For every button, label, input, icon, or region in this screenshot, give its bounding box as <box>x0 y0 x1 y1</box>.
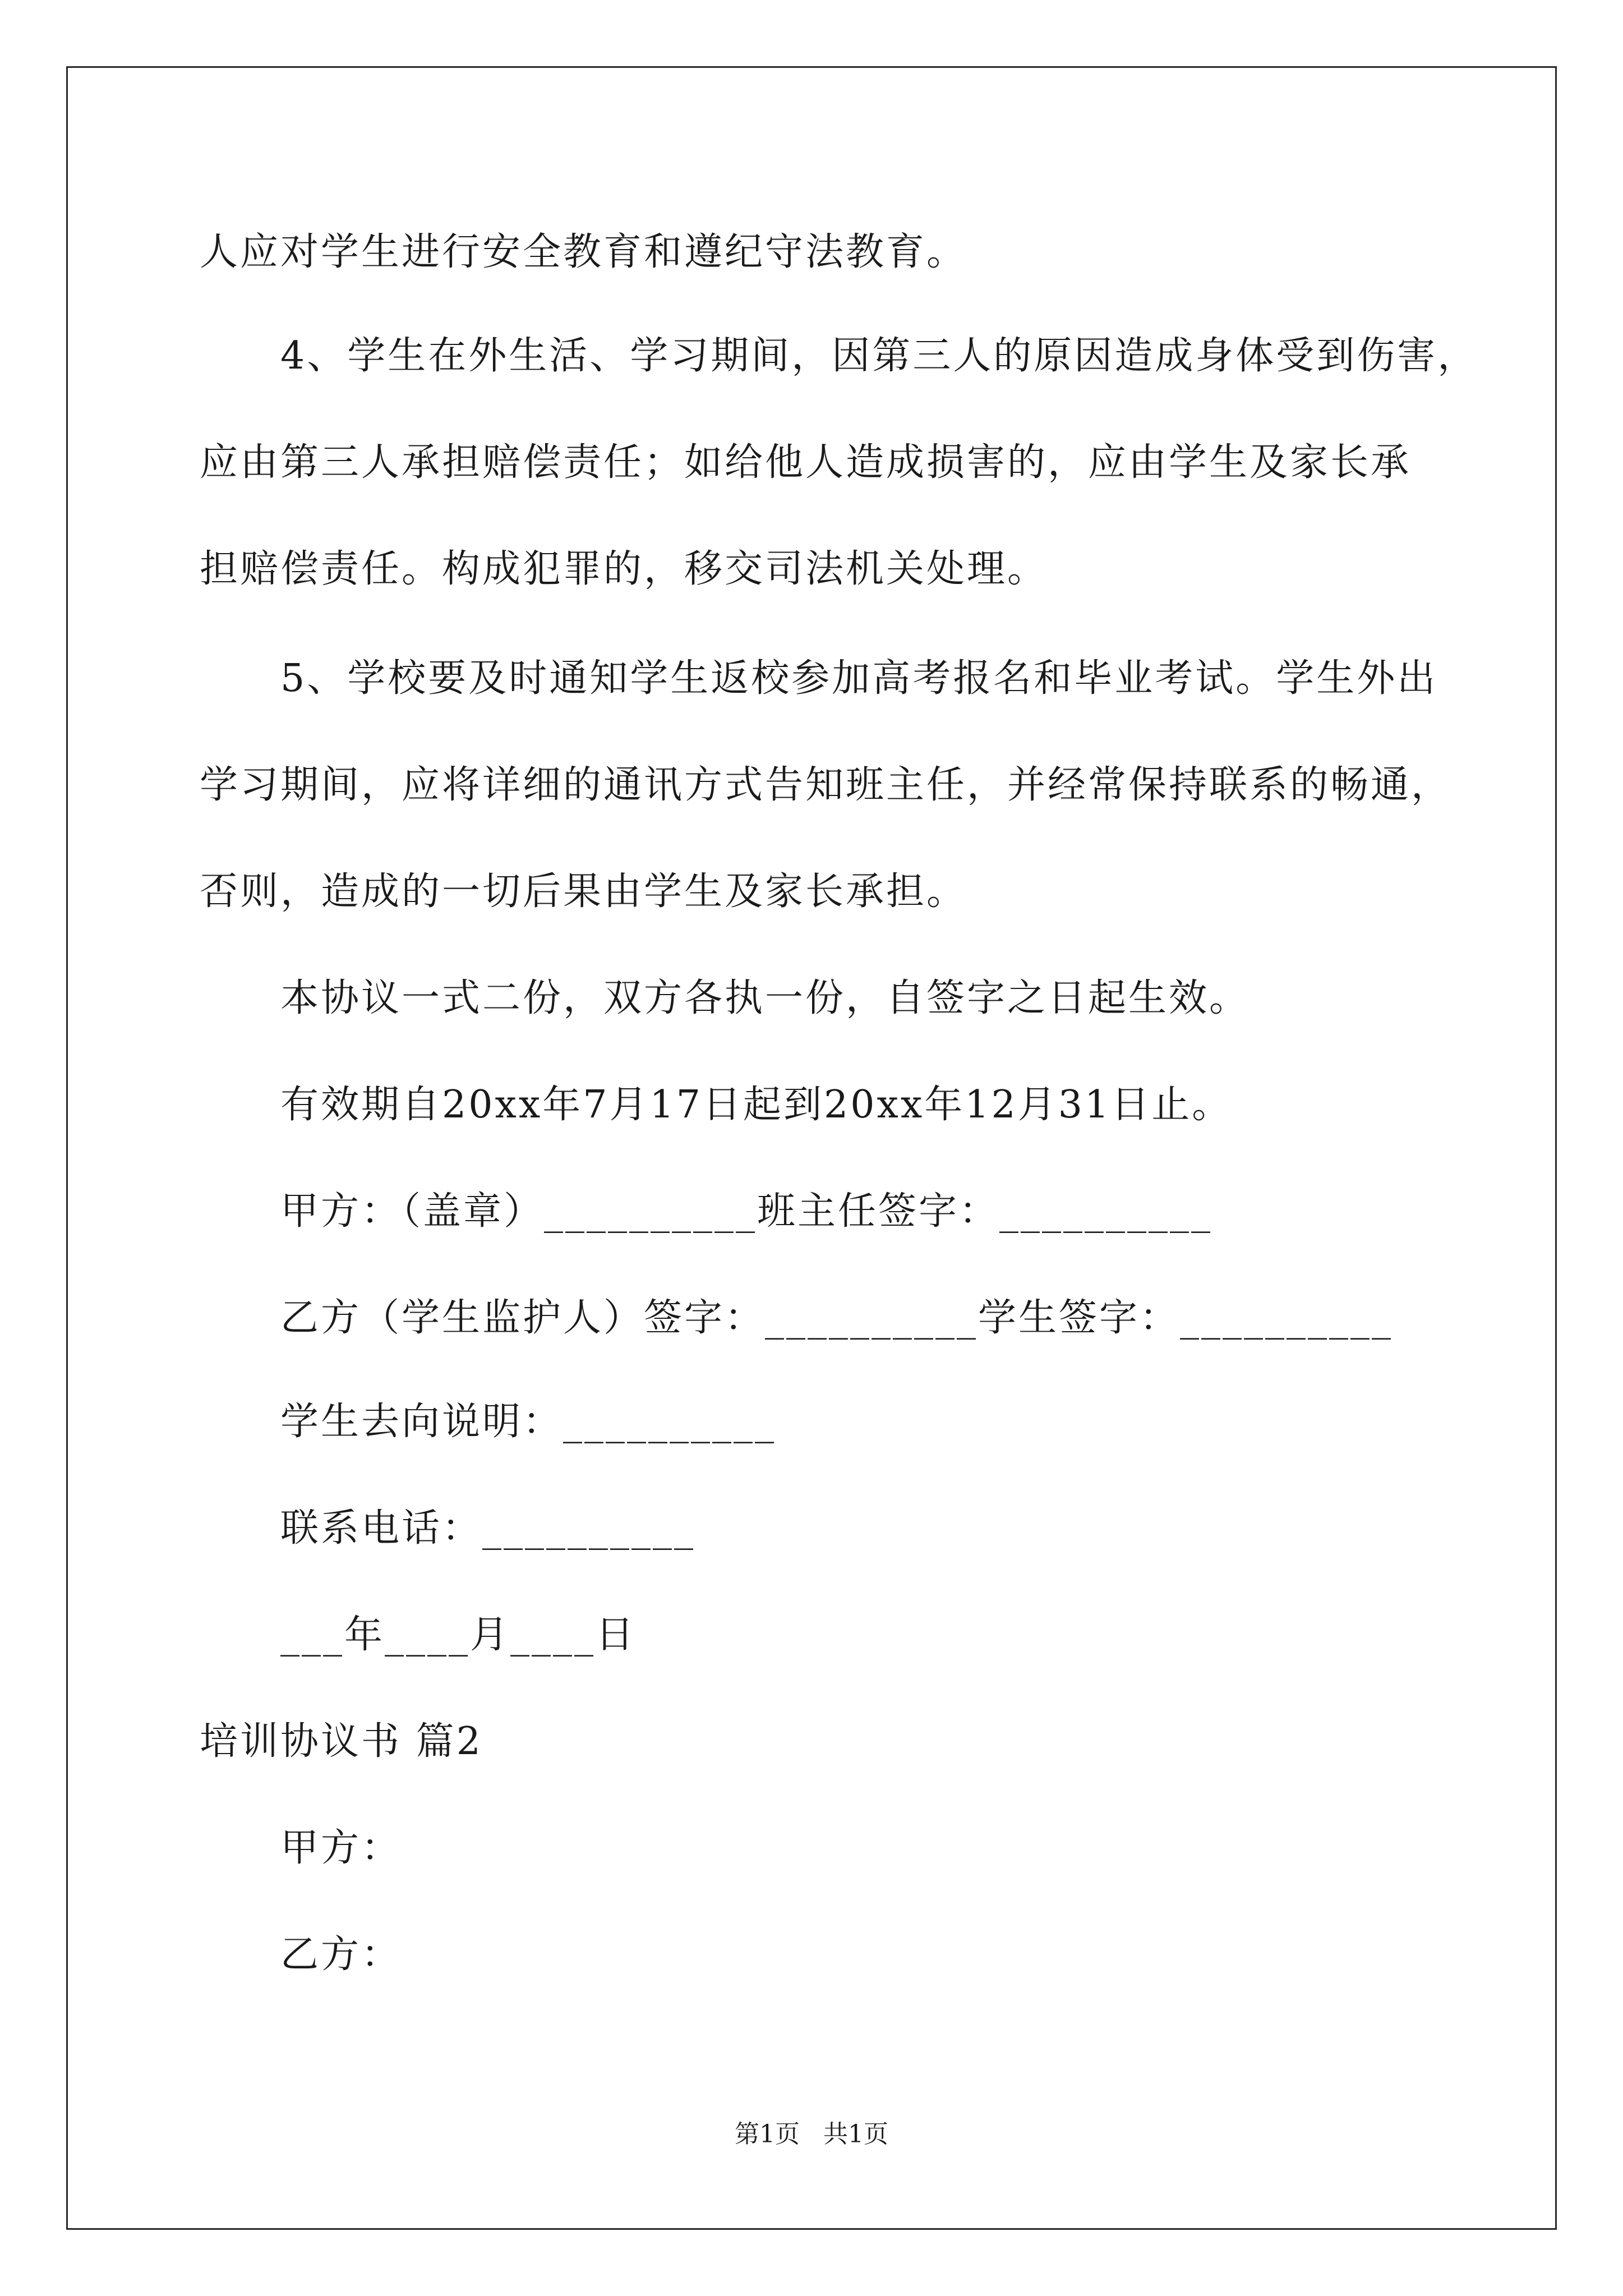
party-b-label: 乙方： <box>280 1932 402 1977</box>
party-b-signature-line: 乙方（学生监护人）签字：__________学生签字：__________ <box>280 1296 1394 1340</box>
paragraph-line-3-end: 人应对学生进行安全教育和遵纪守法教育。 <box>200 230 967 274</box>
party-a-label: 甲方： <box>280 1826 402 1870</box>
validity-period-line: 有效期自20xx年7月17日起到20xx年12月31日止。 <box>280 1083 1233 1127</box>
date-line: ___年____月____日 <box>280 1613 637 1657</box>
paragraph-5-line-2: 学习期间，应将详细的通讯方式告知班主任，并经常保持联系的畅通， <box>200 763 1452 807</box>
page-border <box>66 66 1557 2230</box>
party-a-signature-line: 甲方：（盖章）__________班主任签字：__________ <box>280 1189 1213 1234</box>
student-destination-line: 学生去向说明：__________ <box>280 1400 777 1444</box>
section-heading: 培训协议书 篇2 <box>200 1719 483 1764</box>
agreement-copies-line: 本协议一式二份，双方各执一份，自签字之日起生效。 <box>280 976 1250 1020</box>
contact-phone-line: 联系电话：__________ <box>280 1506 696 1550</box>
page-footer: 第1页 共1页 <box>735 2120 888 2148</box>
paragraph-5-line-3: 否则，造成的一切后果由学生及家长承担。 <box>200 869 967 914</box>
paragraph-4-line-1: 4、学生在外生活、学习期间，因第三人的原因造成身体受到伤害， <box>280 334 1478 378</box>
paragraph-4-line-2: 应由第三人承担赔偿责任；如给他人造成损害的，应由学生及家长承 <box>200 440 1412 485</box>
paragraph-5-line-1: 5、学校要及时通知学生返校参加高考报名和毕业考试。学生外出 <box>280 656 1438 701</box>
paragraph-4-line-3: 担赔偿责任。构成犯罪的，移交司法机关处理。 <box>200 547 1048 591</box>
